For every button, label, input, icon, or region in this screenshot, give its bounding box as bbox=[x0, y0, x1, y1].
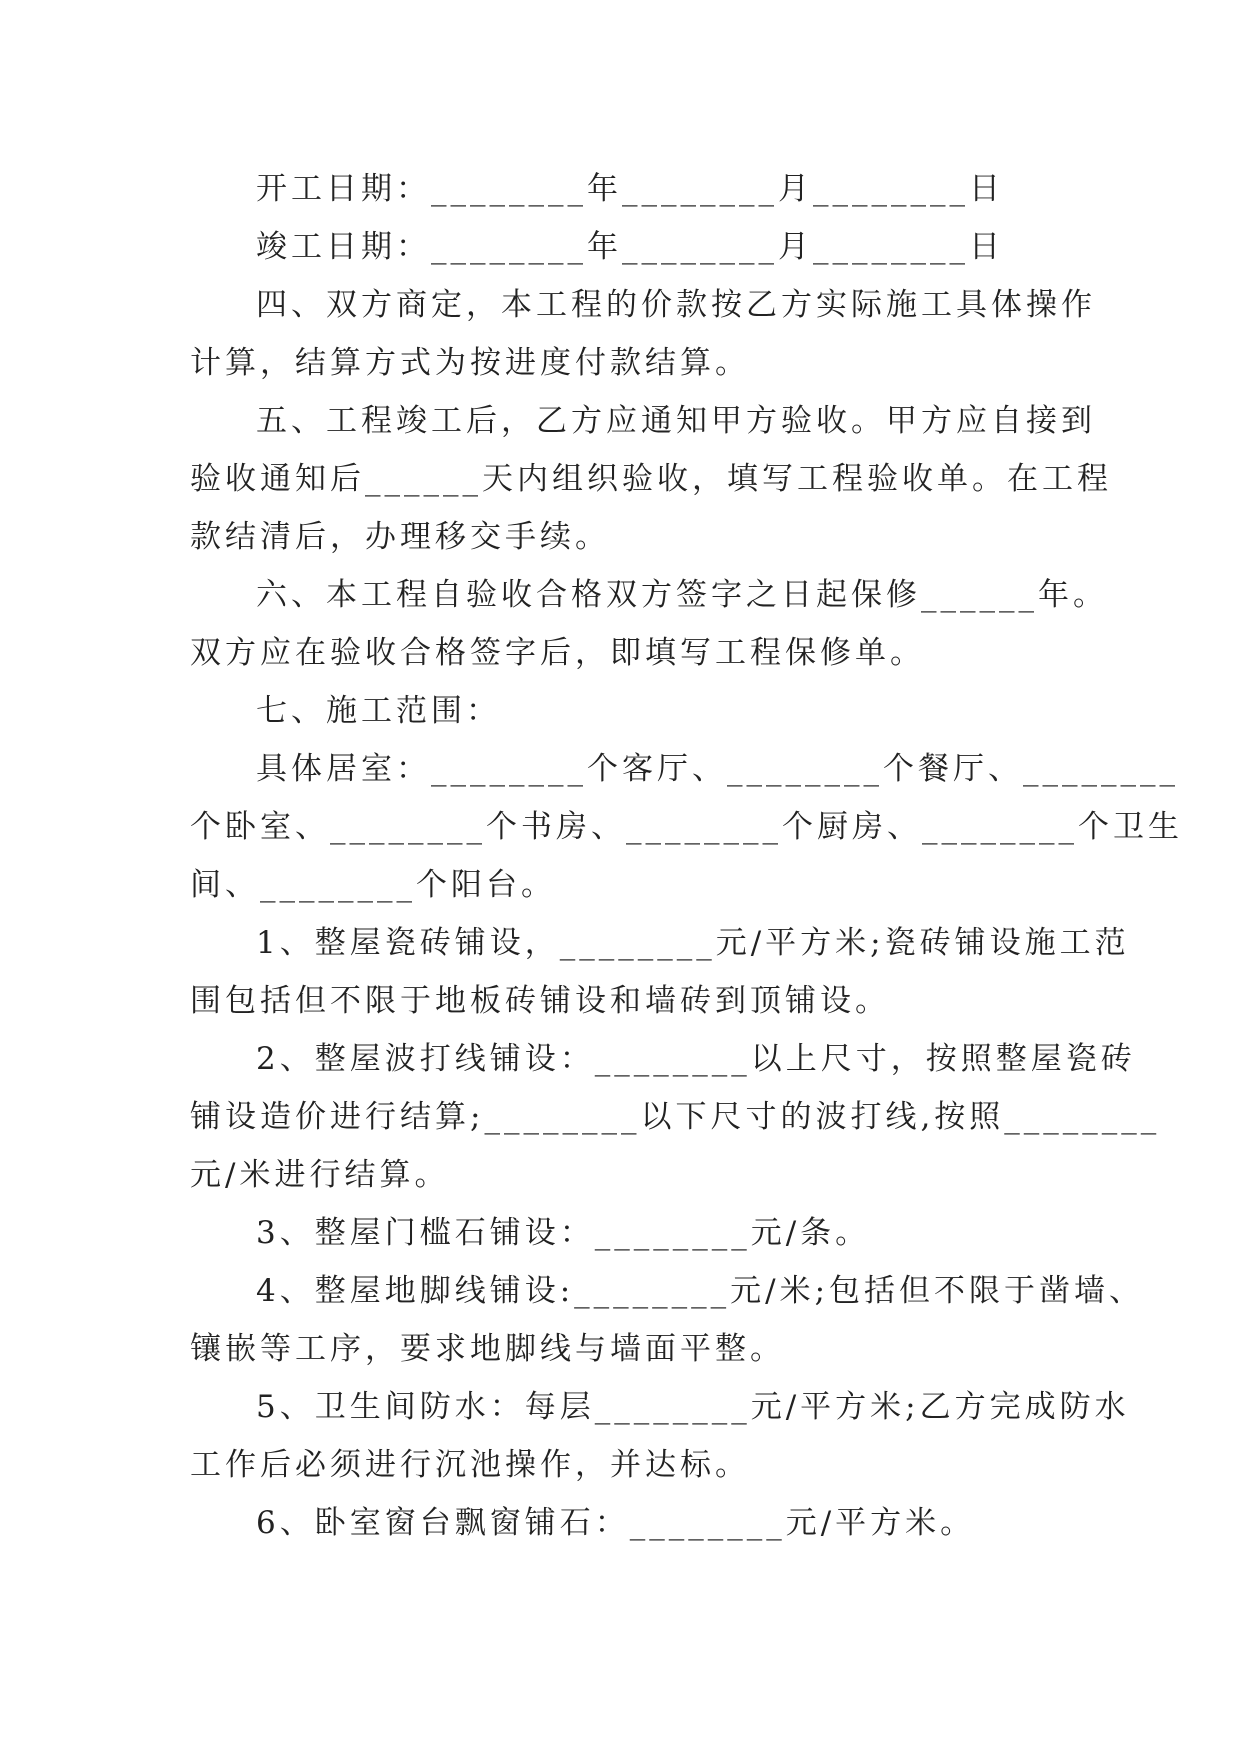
clause-4-line-1: 四、双方商定，本工程的价款按乙方实际施工具体操作 bbox=[256, 287, 1096, 323]
start-date-line: 开工日期：________年________月________日 bbox=[256, 171, 1004, 207]
clause-7-heading: 七、施工范围： bbox=[256, 693, 501, 729]
item-1-line-1: 1、整屋瓷砖铺设，________元/平方米;瓷砖铺设施工范 bbox=[256, 925, 1130, 961]
document-page bbox=[190, 160, 1183, 1552]
item-3-line: 3、整屋门槛石铺设：________元/条。 bbox=[256, 1215, 871, 1251]
item-4-line-2: 镶嵌等工序，要求地脚线与墙面平整。 bbox=[190, 1331, 785, 1367]
completion-date-line: 竣工日期：________年________月________日 bbox=[256, 229, 1004, 265]
item-2-line-1: 2、整屋波打线铺设：________以上尺寸，按照整屋瓷砖 bbox=[256, 1041, 1136, 1077]
item-1-line-2: 围包括但不限于地板砖铺设和墙砖到顶铺设。 bbox=[190, 983, 890, 1019]
clause-4-line-2: 计算，结算方式为按进度付款结算。 bbox=[190, 345, 750, 381]
item-2-line-3: 元/米进行结算。 bbox=[190, 1157, 450, 1193]
item-6-line: 6、卧室窗台飘窗铺石：________元/平方米。 bbox=[256, 1505, 976, 1541]
item-4-line-1: 4、整屋地脚线铺设:________元/米;包括但不限于凿墙、 bbox=[256, 1273, 1145, 1309]
item-2-line-2: 铺设造价进行结算;________以下尺寸的波打线,按照________ bbox=[190, 1099, 1161, 1135]
item-5-line-2: 工作后必须进行沉池操作，并达标。 bbox=[190, 1447, 750, 1483]
rooms-line-1: 具体居室：________个客厅、________个餐厅、________ bbox=[256, 751, 1179, 787]
clause-5-line-3: 款结清后，办理移交手续。 bbox=[190, 519, 610, 555]
clause-5-line-1: 五、工程竣工后，乙方应通知甲方验收。甲方应自接到 bbox=[256, 403, 1096, 439]
rooms-line-3: 间、________个阳台。 bbox=[190, 867, 556, 903]
item-5-line-1: 5、卫生间防水：每层________元/平方米;乙方完成防水 bbox=[256, 1389, 1130, 1425]
clause-5-line-2: 验收通知后______天内组织验收，填写工程验收单。在工程 bbox=[190, 461, 1112, 497]
clause-6-line-1: 六、本工程自验收合格双方签字之日起保修______年。 bbox=[256, 577, 1108, 613]
clause-6-line-2: 双方应在验收合格签字后，即填写工程保修单。 bbox=[190, 635, 925, 671]
rooms-line-2: 个卧室、________个书房、________个厨房、________个卫生 bbox=[190, 809, 1183, 845]
